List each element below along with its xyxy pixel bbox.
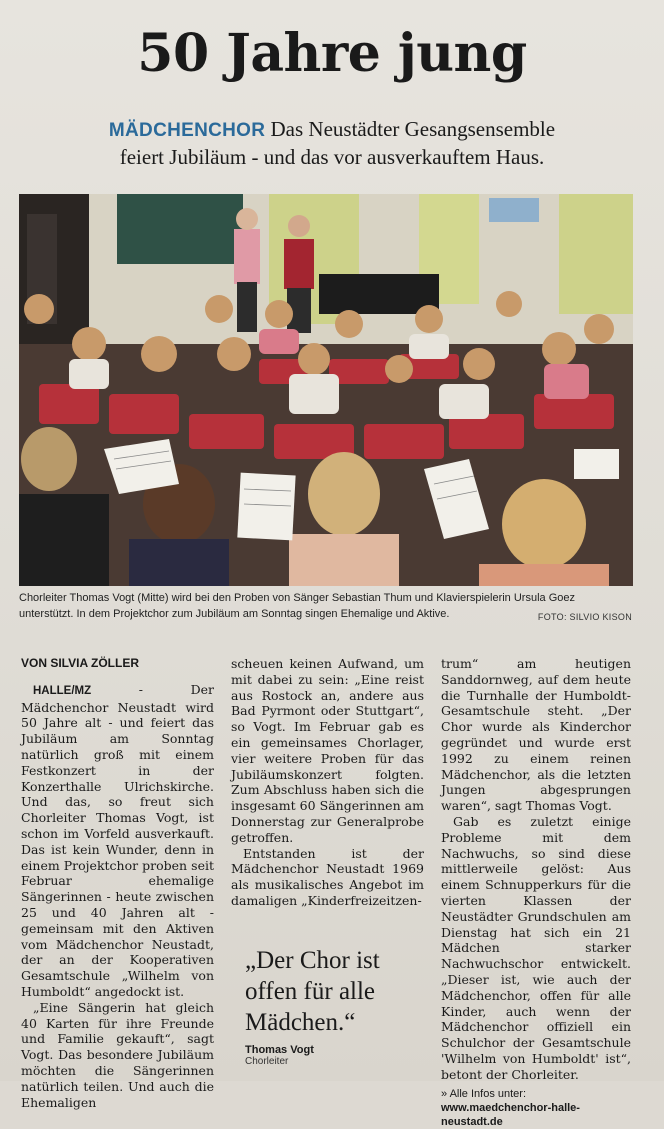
subhead-line-2: feiert Jubiläum - und das vor ausverkauftem Haus. [119, 145, 545, 169]
col2-paragraph-2: Entstanden ist der Mädchenchor Neustadt 1969 als musikalisches Angebot im damaligen „Kinderfreizeitzen- [231, 845, 424, 908]
lead-paragraph [21, 682, 214, 1000]
kicker: MÄDCHENCHOR [108, 120, 266, 141]
pull-quote-text: „Der Chor ist offen für alle Mädchen.“ [245, 947, 380, 1036]
article-column-3 [441, 656, 631, 1129]
byline: VON SILVIA ZÖLLER [21, 656, 140, 670]
pull-quote [245, 945, 430, 1067]
col1-paragraph-1: - Der Mädchenchor Neustadt wird 50 Jahre alt - und feiert das Jubiläum am Sonntag natürlich groß mit einem Festkonzert in der Konzerthalle Ulrichskirche. Und das, so freut sich Chorleiter Thomas Vogt, ist schon im Vorfeld ausverkauft. Das ist kein Wunder, denn in einem Projektchor proben seit Februar ehemalige Sängerinnen - heute zwischen 25 und 40 Jahren alt - gemeinsam mit den Aktiven vom Mädchenchor Neustadt, der an der Kooperativen Gesamtschule „Wilhelm von Humboldt“ angedockt ist. [21, 681, 214, 999]
caption-line-2: unterstützt. In dem Projektchor zum Jubiläum am Sonntag singen Ehemalige und Aktive. [19, 608, 450, 620]
col2-paragraph-1: scheuen keinen Aufwand, um mit dabei zu sein: „Eine reist aus Rostock an, andere aus Bad Pyrmont oder Stuttgart“, so Vogt. Im Februar gab es ein gemeinsames Chorlager, vier weitere Proben für das Jubiläumskonzert folgten. Zum Abschluss haben sich die insgesamt 60 Sängerinnen am Donnerstag zur Generalprobe getroffen. [231, 656, 424, 845]
subheadline [0, 116, 664, 170]
subhead-line-1: Das Neustädter Gesangsensemble [270, 117, 556, 141]
pull-quote-author: Thomas Vogt [245, 1044, 314, 1056]
article-column-2 [231, 656, 424, 909]
info-url[interactable]: www.maedchenchor-halle-neustadt.de [441, 1101, 580, 1128]
dateline: HALLE/MZ [33, 684, 92, 697]
col1-paragraph-2: „Eine Sängerin hat gleich 40 Karten für ihre Freunde und Familie gekauft“, sagt Vogt. Das besondere Jubiläum möchten die Sängerinnen natürlich teilen. Und auch die Ehemaligen [21, 999, 214, 1110]
choir-rehearsal-photo [19, 194, 633, 586]
col3-paragraph-2: Gab es zuletzt einige Probleme mit dem Nachwuchs, so sind diese mittlerweile gelöst: Aus einem Schnupperkurs für die vierten Klassen der Neustädter Grundschulen am Dienstag hat sich ein 21 Mädchen starker Nachwuchschor entwickelt. „Dieser ist, wie auch der Mädchenchor, offen für alle Kinder, auch wenn der Mädchenchor offiziell ein Schulchor der Gesamtschule 'Wilhelm von Humboldt' ist“, betont der Chorleiter. [441, 813, 631, 1082]
col3-paragraph-1: trum“ am heutigen Sanddornweg, auf dem heute die Turnhalle der Humboldt-Gesamtschule steht. „Der Chor wurde als Kinderchor gegründet und wurde erst 1992 zu einem reinen Mädchenchor, als die letzten Jungen abgesprungen waren“, sagt Thomas Vogt. [441, 656, 631, 814]
info-prefix: » Alle Infos unter: [441, 1087, 526, 1100]
headline: 50 Jahre jung [137, 23, 527, 84]
pull-quote-role: Chorleiter [245, 1056, 289, 1067]
article-column-1 [21, 656, 214, 1110]
info-link [441, 1087, 631, 1129]
photo-credit: FOTO: SILVIO KISON [537, 612, 632, 622]
caption-line-1: Chorleiter Thomas Vogt (Mitte) wird bei den Proben von Sänger Sebastian Thum und Klavierspielerin Ursula Goez [19, 592, 575, 604]
